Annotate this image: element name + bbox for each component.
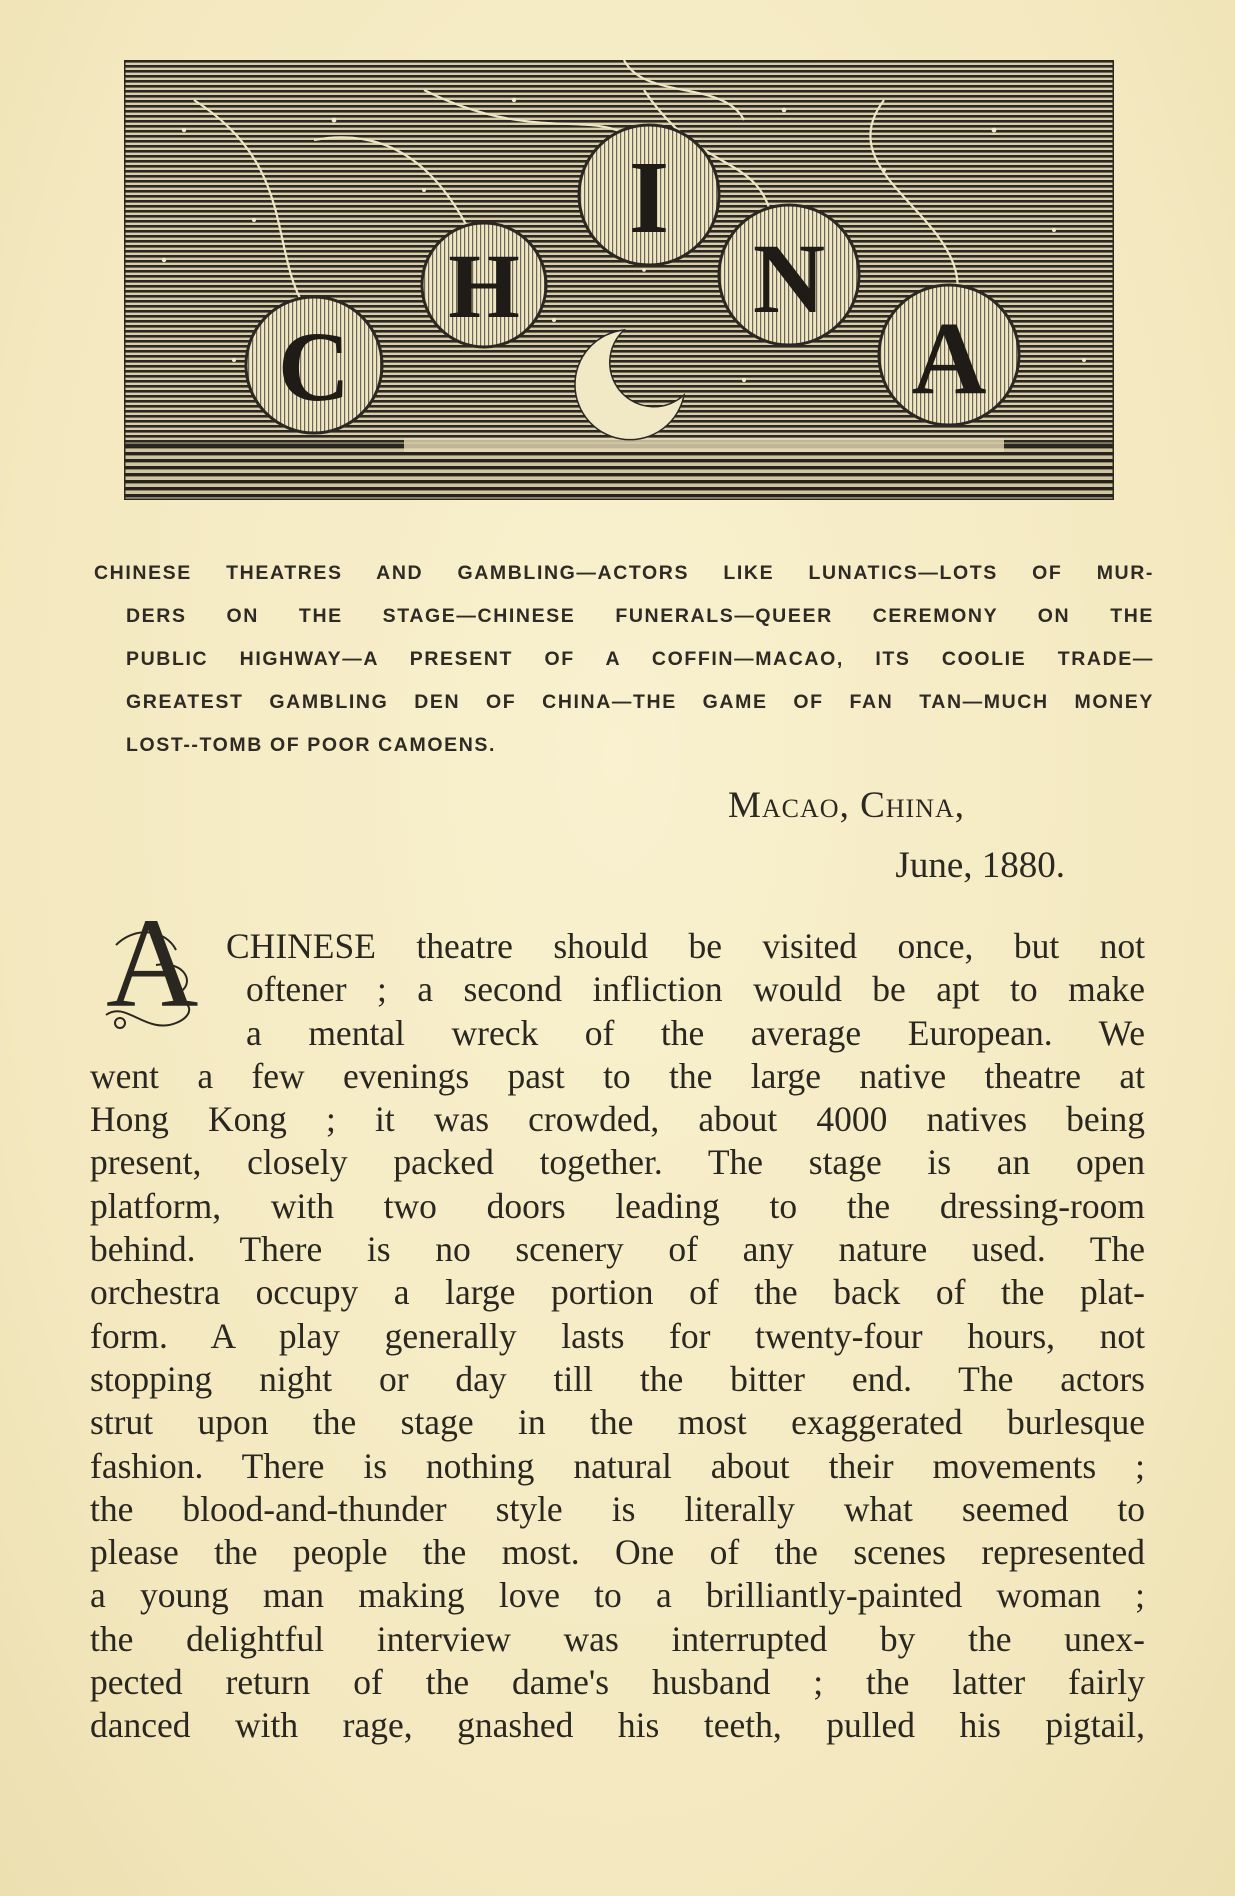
body-line: the delightful interview was interrupted by the unex- [90, 1618, 1145, 1659]
body-line: danced with rage, gnashed his teeth, pulled his pigtail, [90, 1705, 1145, 1746]
summary-line: CHINESE THEATRES AND GAMBLING—ACTORS LIKE LUNATICS—LOTS OF MUR- [94, 562, 1154, 584]
body-line: strut upon the stage in the most exaggerated burlesque [90, 1402, 1145, 1443]
body-text [90, 925, 1145, 1748]
dateline-date: June, 1880. [895, 845, 1065, 886]
summary-line: GREATEST GAMBLING DEN OF CHINA—THE GAME OF FAN TAN—MUCH MONEY [126, 691, 1154, 713]
body-line: a mental wreck of the average European. We [246, 1012, 1145, 1053]
header-letter-n: N [752, 223, 826, 334]
summary-line: DERS ON THE STAGE—CHINESE FUNERALS—QUEER CEREMONY ON THE [126, 605, 1154, 627]
header-letter-c: C [277, 311, 351, 422]
china-header-engraving [124, 60, 1114, 500]
dateline-place: Macao, China, [728, 785, 965, 826]
body-line: stopping night or day till the bitter end. The actors [90, 1358, 1145, 1399]
body-line: went a few evenings past to the large native theatre at [90, 1055, 1145, 1096]
body-line: orchestra occupy a large portion of the back of the plat- [90, 1272, 1145, 1313]
summary-line: LOST--TOMB OF POOR CAMOENS. [126, 734, 497, 756]
body-line: CHINESE theatre should be visited once, but not [226, 926, 1145, 966]
body-line: present, closely packed together. The stage is an open [90, 1142, 1145, 1183]
chapter-summary [94, 552, 1154, 767]
body-line: Hong Kong ; it was crowded, about 4000 natives being [90, 1099, 1145, 1140]
drop-cap-letter: A [106, 892, 199, 1034]
body-line: fashion. There is nothing natural about their movements ; [90, 1445, 1145, 1486]
summary-line: PUBLIC HIGHWAY—A PRESENT OF A COFFIN—MACAO, ITS COOLIE TRADE— [126, 648, 1154, 670]
body-line: form. A play generally lasts for twenty-four hours, not [90, 1315, 1145, 1356]
dateline [728, 780, 1065, 892]
body-line: behind. There is no scenery of any nature used. The [90, 1229, 1145, 1270]
body-line: a young man making love to a brilliantly-painted woman ; [90, 1575, 1145, 1616]
header-letter-a: A [911, 301, 987, 416]
header-letter-i: I [628, 140, 670, 255]
body-line: oftener ; a second infliction would be apt to make [246, 969, 1145, 1010]
body-line: pected return of the dame's husband ; the latter fairly [90, 1662, 1145, 1703]
body-line: platform, with two doors leading to the dressing-room [90, 1185, 1145, 1226]
body-line: please the people the most. One of the scenes represented [90, 1532, 1145, 1573]
body-line: the blood-and-thunder style is literally what seemed to [90, 1488, 1145, 1529]
header-letter-h: H [448, 235, 520, 337]
